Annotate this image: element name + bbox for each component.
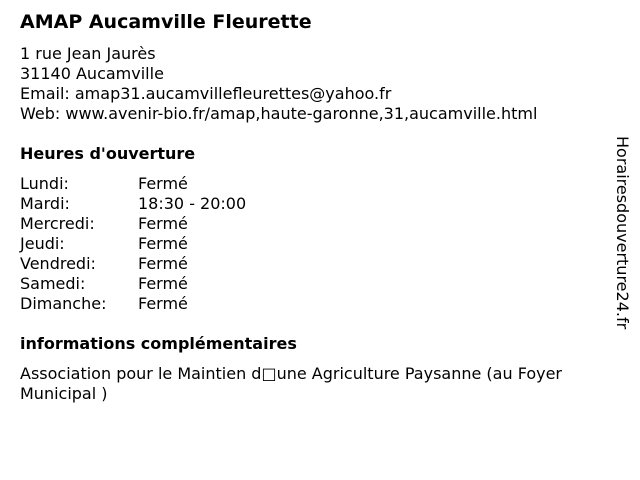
business-card bbox=[20, 10, 610, 404]
hours-table bbox=[20, 174, 610, 314]
day-hours: 18:30 - 20:00 bbox=[138, 194, 247, 213]
hours-heading: Heures d'ouverture bbox=[20, 144, 196, 163]
hours-row-sunday bbox=[20, 294, 610, 314]
day-hours: Fermé bbox=[138, 294, 188, 313]
day-hours: Fermé bbox=[138, 254, 188, 273]
day-label: Jeudi: bbox=[20, 234, 65, 253]
site-name: Horairesdouverture24.fr bbox=[613, 136, 632, 330]
info-description: Association pour le Maintien d□une Agriculture Paysanne (au Foyer Municipal ) bbox=[20, 364, 562, 403]
day-hours: Fermé bbox=[138, 234, 188, 253]
hours-row-tuesday bbox=[20, 194, 610, 214]
business-name: AMAP Aucamville Fleurette bbox=[20, 11, 312, 33]
hours-row-wednesday bbox=[20, 214, 610, 234]
day-label: Lundi: bbox=[20, 174, 69, 193]
day-label: Mardi: bbox=[20, 194, 70, 213]
address-line-1: 1 rue Jean Jaurès bbox=[20, 44, 156, 63]
info-heading: informations complémentaires bbox=[20, 334, 297, 353]
hours-row-saturday bbox=[20, 274, 610, 294]
day-hours: Fermé bbox=[138, 274, 188, 293]
address-line-2: 31140 Aucamville bbox=[20, 64, 164, 83]
hours-row-monday bbox=[20, 174, 610, 194]
day-label: Dimanche: bbox=[20, 294, 107, 313]
day-label: Mercredi: bbox=[20, 214, 95, 233]
day-label: Vendredi: bbox=[20, 254, 96, 273]
day-hours: Fermé bbox=[138, 174, 188, 193]
web-line: Web: www.avenir-bio.fr/amap,haute-garonne,31,aucamville.html bbox=[20, 104, 538, 123]
email-line: Email: amap31.aucamvillefleurettes@yahoo.fr bbox=[20, 84, 392, 103]
day-label: Samedi: bbox=[20, 274, 86, 293]
hours-row-thursday bbox=[20, 234, 610, 254]
hours-row-friday bbox=[20, 254, 610, 274]
day-hours: Fermé bbox=[138, 214, 188, 233]
site-watermark bbox=[612, 136, 636, 346]
